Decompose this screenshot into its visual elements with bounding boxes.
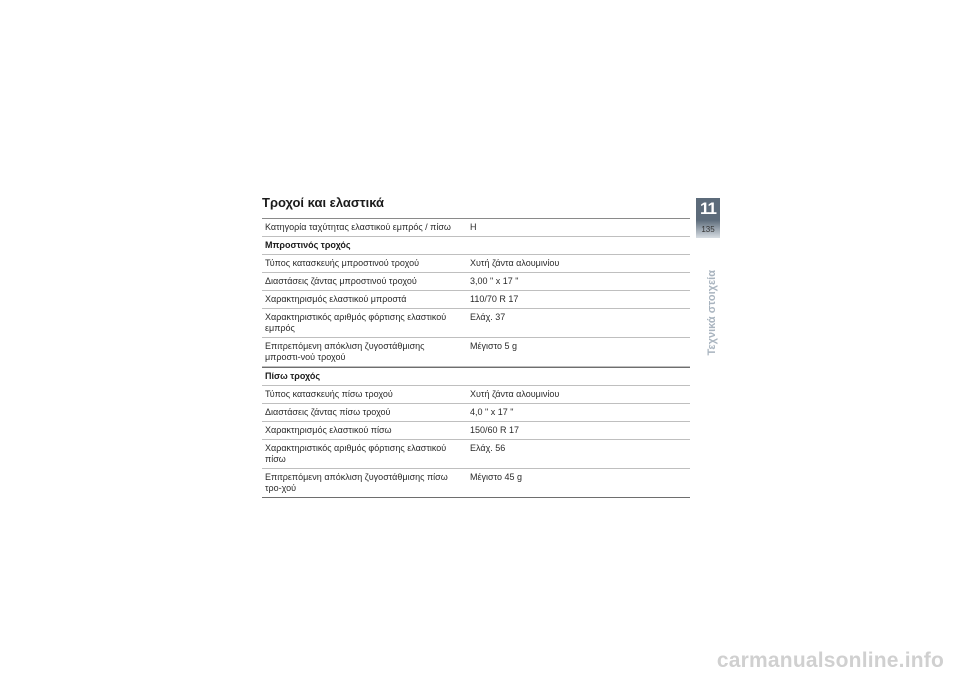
- table-row: [262, 273, 690, 291]
- row-value: Ελάχ. 37: [470, 312, 506, 322]
- spec-table: [262, 218, 690, 498]
- section-title: Τροχοί και ελαστικά: [262, 195, 385, 210]
- row-value: Μέγιστο 45 g: [470, 472, 523, 482]
- row-value: H: [470, 222, 477, 232]
- table-row: [262, 291, 690, 309]
- row-value: 4,0 " x 17 ": [470, 407, 514, 417]
- chapter-title-container: [694, 270, 718, 380]
- row-label: Επιτρεπόμενη απόκλιση ζυγοστάθμισης μπροστι-νού τροχού: [265, 341, 425, 362]
- row-label: Επιτρεπόμενη απόκλιση ζυγοστάθμισης πίσω τρο-χού: [265, 472, 448, 493]
- row-label: Διαστάσεις ζάντας πίσω τροχού: [265, 407, 391, 417]
- row-label: Χαρακτηρισμός ελαστικού μπροστά: [265, 294, 407, 304]
- page-number: 135: [701, 225, 715, 234]
- table-row: [262, 255, 690, 273]
- row-value: Μέγιστο 5 g: [470, 341, 518, 351]
- table-row: [262, 386, 690, 404]
- row-value: Ελάχ. 56: [470, 443, 506, 453]
- table-row: [262, 404, 690, 422]
- row-value: 110/70 R 17: [470, 294, 519, 304]
- row-label: Διαστάσεις ζάντας μπροστινού τροχού: [265, 276, 417, 286]
- section-header-front-wheel: [262, 237, 690, 255]
- table-row: [262, 309, 690, 338]
- row-label: Τύπος κατασκευής μπροστινού τροχού: [265, 258, 420, 268]
- watermark: carmanualsonline.info: [716, 649, 944, 672]
- table-row: [262, 469, 690, 498]
- row-label: Χαρακτηρισμός ελαστικού πίσω: [265, 425, 392, 435]
- table-row: [262, 219, 690, 237]
- row-label: Κατηγορία ταχύτητας ελαστικού εμπρός / πίσω: [265, 222, 451, 232]
- chapter-tab: [696, 198, 720, 238]
- row-label: Τύπος κατασκευής πίσω τροχού: [265, 389, 393, 399]
- section-label: Μπροστινός τροχός: [265, 240, 351, 250]
- chapter-number: 11: [700, 199, 716, 218]
- row-value: Χυτή ζάντα αλουμινίου: [470, 258, 560, 268]
- section-label: Πίσω τροχός: [265, 371, 321, 381]
- table-row: [262, 422, 690, 440]
- row-value: 150/60 R 17: [470, 425, 520, 435]
- section-header-rear-wheel: [262, 367, 690, 386]
- table-row: [262, 338, 690, 367]
- chapter-title: Τεχνικά στοιχεία: [706, 270, 718, 356]
- row-value: Χυτή ζάντα αλουμινίου: [470, 389, 560, 399]
- row-label: Χαρακτηριστικός αριθμός φόρτισης ελαστικού εμπρός: [265, 312, 447, 333]
- row-label: Χαρακτηριστικός αριθμός φόρτισης ελαστικού πίσω: [265, 443, 447, 464]
- row-value: 3,00 " x 17 ": [470, 276, 519, 286]
- table-row: [262, 440, 690, 469]
- spec-content: [262, 196, 690, 498]
